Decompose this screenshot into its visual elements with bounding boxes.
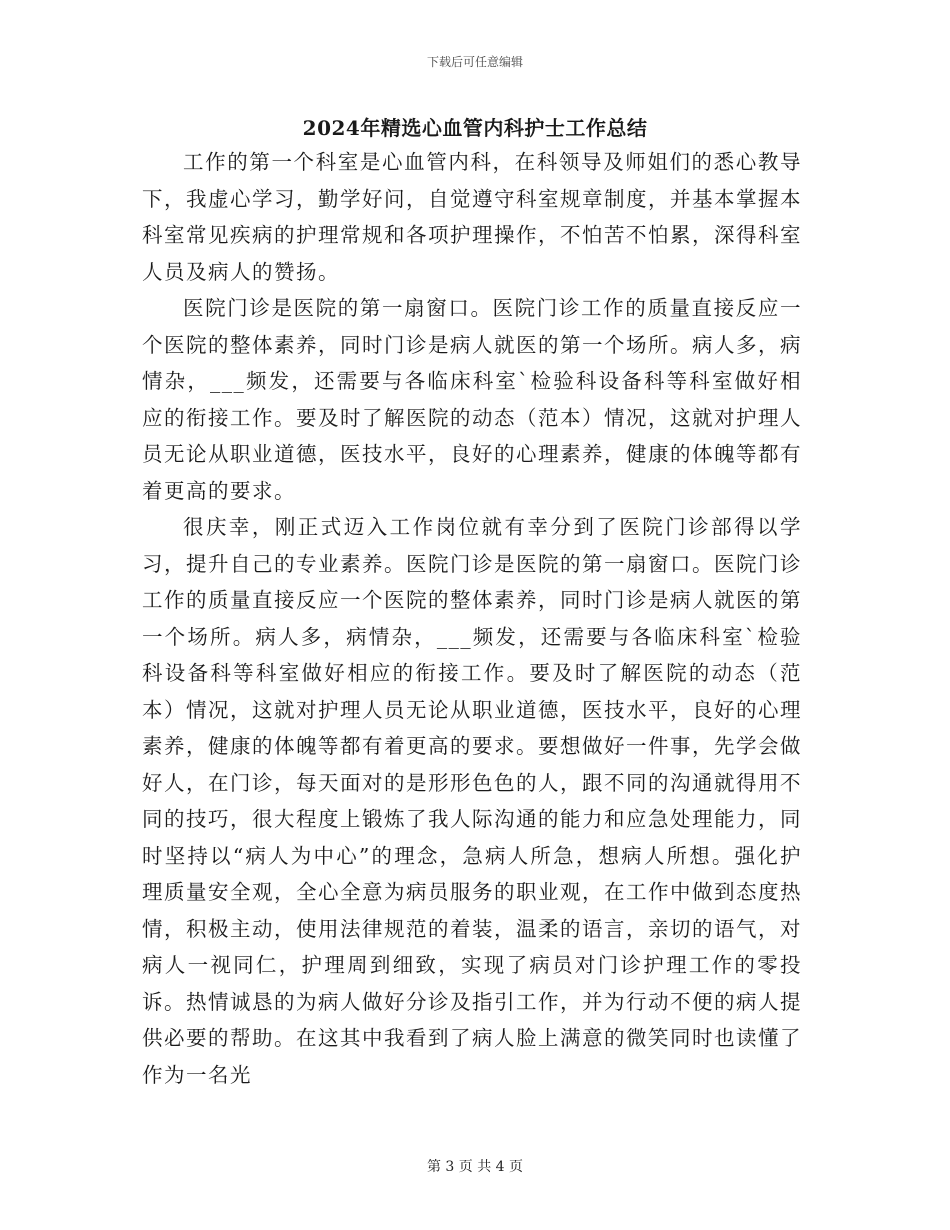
paragraph: 工作的第一个科室是心血管内科，在科领导及师姐们的悉心教导下，我虚心学习，勤学好问，自觉遵守科室规章制度，并基本掌握本科室常见疾病的护理常规和各项护理操作，不怕苦不怕累，深得科室人员及病人的赞扬。 [142, 150, 802, 284]
page-number: 第 3 页 共 4 页 [426, 1159, 524, 1175]
document-title: 2024年精选心血管内科护士工作总结 [302, 116, 648, 140]
page-header: 下载后可任意编辑 [426, 55, 523, 69]
paragraph: 很庆幸，刚正式迈入工作岗位就有幸分到了医院门诊部得以学习，提升自己的专业素养。医院门诊是医院的第一扇窗口。医院门诊工作的质量直接反应一个医院的整体素养，同时门诊是病人就医的第一个场所。病人多，病情杂，___频发，还需要与各临床科室`检验科设备科等科室做好相应的衔接工作。要及时了解医院的动态（范本）情况，这就对护理人员无论从职业道德，医技水平，良好的心理素养，健康的体魄等都有着更高的要求。要想做好一件事，先学会做好人，在门诊，每天面对的是形形色色的人，跟不同的沟通就得用不同的技巧，很大程度上锻炼了我人际沟通的能力和应急处理能力，同时坚持以“病人为中心”的理念，急病人所急，想病人所想。强化护理质量安全观，全心全意为病员服务的职业观，在工作中做到态度热情，积极主动，使用法律规范的着装，温柔的语言，亲切的语气，对病人一视同仁，护理周到细致，实现了病员对门诊护理工作的零投诉。热情诚恳的为病人做好分诊及指引工作，并为行动不便的病人提供必要的帮助。在这其中我看到了病人脸上满意的微笑同时也读懂了作为一名光 [142, 515, 802, 1087]
document-body [142, 144, 802, 1093]
paragraph: 医院门诊是医院的第一扇窗口。医院门诊工作的质量直接反应一个医院的整体素养，同时门诊是病人就医的第一个场所。病人多，病情杂，___频发，还需要与各临床科室`检验科设备科等科室做好相应的衔接工作。要及时了解医院的动态（范本）情况，这就对护理人员无论从职业道德，医技水平，良好的心理素养，健康的体魄等都有着更高的要求。 [142, 296, 802, 503]
